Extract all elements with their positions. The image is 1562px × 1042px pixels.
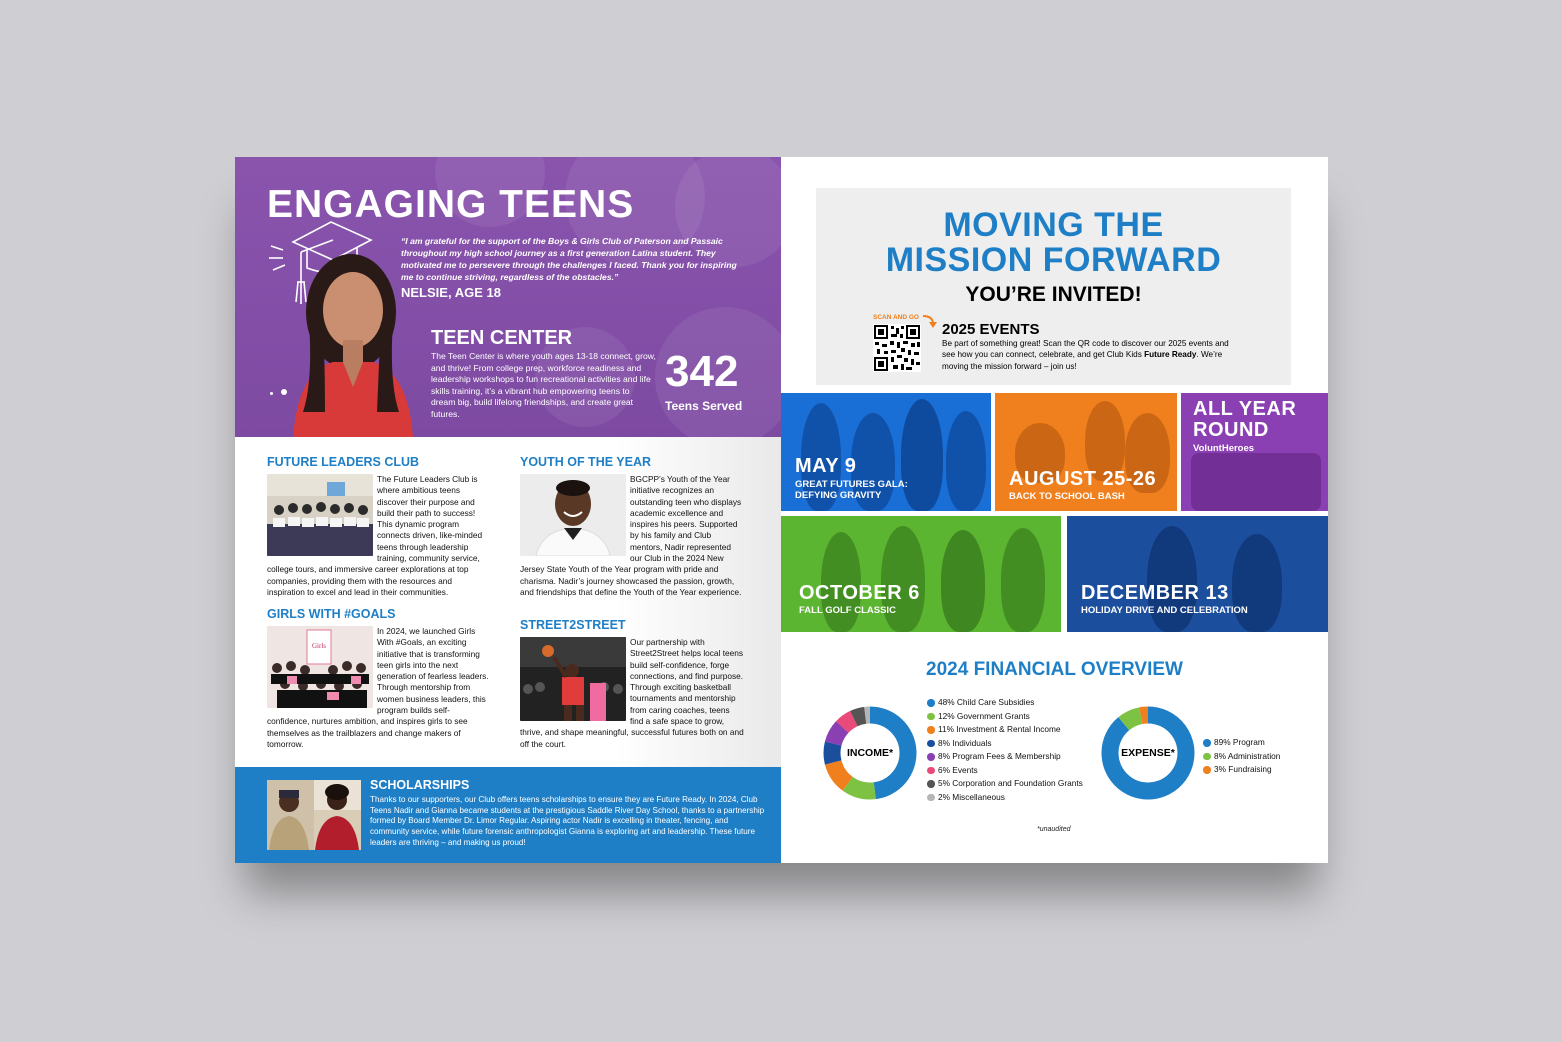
income-legend-swatch bbox=[927, 780, 935, 788]
invited-heading: YOU’RE INVITED! bbox=[965, 283, 1142, 306]
future-leaders-title: FUTURE LEADERS CLUB bbox=[267, 455, 420, 469]
income-legend-swatch bbox=[927, 713, 935, 721]
income-legend-label: 11% Investment & Rental Income bbox=[938, 724, 1061, 734]
event-name: BACK TO SCHOOL BASH bbox=[1009, 491, 1125, 502]
expense-donut-chart bbox=[1099, 704, 1197, 802]
event-name-line2: DEFYING GRAVITY bbox=[795, 490, 882, 501]
event-date: AUGUST 25-26 bbox=[1009, 468, 1157, 490]
income-label: INCOME* bbox=[846, 747, 894, 759]
income-legend bbox=[927, 696, 1097, 804]
scholarships-text: Thanks to our supporters, our Club offers teens scholarships to ensure they are Future Ready. In 2024, Club Teens Nadir and Gianna became students at the prestigious Saddle River Day School, thanks to a partnership formed by Board Member Dr. Limor Regular. Aspiring actor Nadir is excelling in theater, fencing, and community service, while future forensic anthropologist Gianna is exploring art and leadership. These future leaders are thriving – and making us proud! bbox=[370, 795, 765, 847]
future-leaders-photo bbox=[267, 474, 373, 556]
youth-year-title: YOUTH OF THE YEAR bbox=[520, 455, 652, 469]
scholarships-title: SCHOLARSHIPS bbox=[370, 778, 470, 792]
income-legend-label: 2% Miscellaneous bbox=[938, 791, 1005, 802]
brochure-spread bbox=[235, 157, 1328, 863]
expense-legend-label: 8% Administration bbox=[1214, 750, 1281, 761]
qr-code[interactable] bbox=[873, 324, 921, 372]
event-name bbox=[795, 479, 908, 501]
event-name: HOLIDAY DRIVE AND CELEBRATION bbox=[1081, 605, 1248, 616]
income-legend-swatch bbox=[927, 726, 935, 734]
testimonial-author: NELSIE, AGE 18 bbox=[401, 285, 501, 300]
expense-legend-item bbox=[1203, 736, 1323, 750]
girls-goals-title: GIRLS WITH #GOALS bbox=[267, 607, 396, 621]
mission-title-line1: MOVING THE bbox=[943, 206, 1164, 244]
street2street-text: Our partnership with Street2Street helps local teens build self-confidence, forge connections, and find purpose. Through exciting basketball tournaments and mentorship from caring coaches, teens find a safe space to grow, thrive, and shape meaningful, successful futures both on and off the court. bbox=[520, 637, 744, 749]
income-legend-item bbox=[927, 764, 1097, 778]
events-text-start: Be part of something great! Scan the QR code to discover our 2025 events and see how you can connect, celebrate, and get Club Kids bbox=[942, 339, 1229, 360]
income-legend-label: 12% Government Grants bbox=[938, 710, 1030, 721]
events-text-bold: Future Ready bbox=[1144, 350, 1197, 360]
programs-area bbox=[235, 437, 781, 767]
expense-legend-swatch bbox=[1203, 739, 1211, 747]
youth-year-section bbox=[520, 455, 745, 598]
invitation-box bbox=[816, 188, 1291, 385]
teens-served-label: Teens Served bbox=[665, 399, 743, 413]
teen-center-text: The Teen Center is where youth ages 13-18 connect, grow, and thrive! From college prep, workforce readiness and leadership workshops to fun recreational activities and life skills training, it’s a vibrant hub empowering teens to dream big, build lifelong friendships, and create great futures. bbox=[431, 351, 656, 419]
youth-year-text: BGCPP’s Youth of the Year initiative recognizes an outstanding teen who displays academic excellence and inspires his peers. Supported by his family and Club mentors, Nadir represented our Club in the 2024 New Jersey State Youth of the Year program with pride and charisma. Nadir’s journey showcased the passion, growth, and friendships that define the Youth of the Year experience. bbox=[520, 474, 742, 597]
youth-year-photo bbox=[520, 474, 626, 556]
financial-overview-title: 2024 FINANCIAL OVERVIEW bbox=[926, 659, 1183, 680]
event-name: FALL GOLF CLASSIC bbox=[799, 605, 896, 616]
teen-center-title: TEEN CENTER bbox=[431, 327, 573, 349]
event-date: DECEMBER 13 bbox=[1081, 582, 1229, 604]
girls-goals-section bbox=[267, 607, 492, 750]
income-slice-5 bbox=[833, 727, 842, 744]
scholarships-photo bbox=[267, 780, 361, 850]
testimonial-quote: “I am grateful for the support of the Boys & Girls Club of Paterson and Passaic throughout my high school journey as a first generation Latina student. They motivated me to persevere through the challenges I faced. Thank you for inspiring me to continue striving, regardless of the obstacles.” bbox=[401, 236, 737, 282]
mission-title-line2: MISSION FORWARD bbox=[885, 241, 1222, 279]
income-legend-swatch bbox=[927, 753, 935, 761]
future-leaders-text: The Future Leaders Club is where ambitious teens discover their purpose and build their path to success! This dynamic program connects driven, like-minded teens through leadership training, community service, college tours, and immersive career explorations at top companies, providing them with the resources and inspiration to excel and lead in their communities. bbox=[267, 474, 483, 597]
event-tile-all-year-round[interactable] bbox=[1181, 393, 1328, 511]
income-legend-label: 6% Events bbox=[938, 764, 978, 775]
mission-title bbox=[816, 208, 1291, 278]
expense-legend-item bbox=[1203, 763, 1323, 777]
event-date: MAY 9 bbox=[795, 455, 857, 477]
girls-goals-text: In 2024, we launched Girls With #Goals, an exciting initiative that is transforming teen girls into the next generation of fearless leaders. Through mentorship from women business leaders, this program builds self-confidence, nurtures ambition, and inspires girls to see themselves as the trailblazers and change makers of tomorrow. bbox=[267, 626, 489, 749]
income-legend-label: 5% Corporation and Foundation Grants bbox=[938, 778, 1083, 788]
income-legend-item bbox=[927, 750, 1097, 764]
event-name-line1: GREAT FUTURES GALA: bbox=[795, 479, 908, 490]
left-page bbox=[235, 157, 781, 863]
income-legend-item bbox=[927, 737, 1097, 751]
scholarships-section bbox=[235, 767, 781, 863]
event-tile-october-6[interactable] bbox=[781, 516, 1061, 632]
girls-goals-photo bbox=[267, 626, 373, 708]
expense-label: EXPENSE* bbox=[1121, 747, 1175, 759]
income-legend-swatch bbox=[927, 767, 935, 775]
event-tile-may-9[interactable] bbox=[781, 393, 991, 511]
income-slice-6 bbox=[842, 719, 854, 727]
income-legend-item bbox=[927, 710, 1097, 724]
event-date: OCTOBER 6 bbox=[799, 582, 920, 604]
income-legend-item bbox=[927, 777, 1097, 791]
expense-legend bbox=[1203, 736, 1323, 777]
expense-legend-item bbox=[1203, 750, 1323, 764]
income-legend-label: 8% Individuals bbox=[938, 737, 992, 748]
events-text-end: . We’re moving the mission forward – join us! bbox=[942, 350, 1223, 371]
income-slice-2 bbox=[848, 784, 875, 791]
page-title: ENGAGING TEENS bbox=[267, 183, 635, 226]
event-name: VoluntHeroes bbox=[1193, 443, 1255, 454]
event-date-line2: ROUND bbox=[1193, 419, 1269, 441]
street2street-section bbox=[520, 618, 745, 750]
expense-legend-swatch bbox=[1203, 766, 1211, 774]
street2street-photo bbox=[520, 637, 626, 721]
teens-served-number: 342 bbox=[665, 347, 739, 396]
events-title: 2025 EVENTS bbox=[942, 321, 1040, 338]
event-tile-december-13[interactable] bbox=[1067, 516, 1328, 632]
street2street-title: STREET2STREET bbox=[520, 618, 626, 632]
events-text bbox=[942, 338, 1242, 372]
income-donut-chart bbox=[821, 704, 919, 802]
expense-legend-label: 3% Fundraising bbox=[1214, 764, 1272, 774]
income-slice-7 bbox=[854, 715, 865, 718]
decorative-dots bbox=[270, 382, 295, 400]
income-legend-item bbox=[927, 696, 1097, 710]
expense-slice-3 bbox=[1141, 715, 1148, 716]
future-leaders-section bbox=[267, 455, 492, 598]
expense-legend-label: 89% Program bbox=[1214, 737, 1265, 747]
income-legend-label: 48% Child Care Subsidies bbox=[938, 697, 1035, 707]
event-tile-august-25-26[interactable] bbox=[995, 393, 1177, 511]
scan-and-go-label: SCAN AND GO bbox=[873, 314, 919, 321]
income-legend-swatch bbox=[927, 699, 935, 707]
unaudited-note: *unaudited bbox=[1037, 826, 1071, 833]
hero-section bbox=[235, 157, 781, 437]
expense-slice-2 bbox=[1124, 716, 1141, 724]
income-legend-label: 8% Program Fees & Membership bbox=[938, 751, 1061, 761]
curved-arrow-icon bbox=[921, 314, 937, 328]
event-date-line1: ALL YEAR bbox=[1193, 398, 1297, 420]
right-page bbox=[781, 157, 1328, 863]
income-legend-item bbox=[927, 791, 1097, 805]
svg-text:Girls: Girls bbox=[312, 642, 326, 650]
expense-legend-swatch bbox=[1203, 753, 1211, 761]
income-legend-swatch bbox=[927, 794, 935, 802]
income-legend-swatch bbox=[927, 740, 935, 748]
income-slice-3 bbox=[833, 762, 847, 783]
event-date bbox=[1193, 399, 1296, 441]
income-legend-item bbox=[927, 723, 1097, 737]
